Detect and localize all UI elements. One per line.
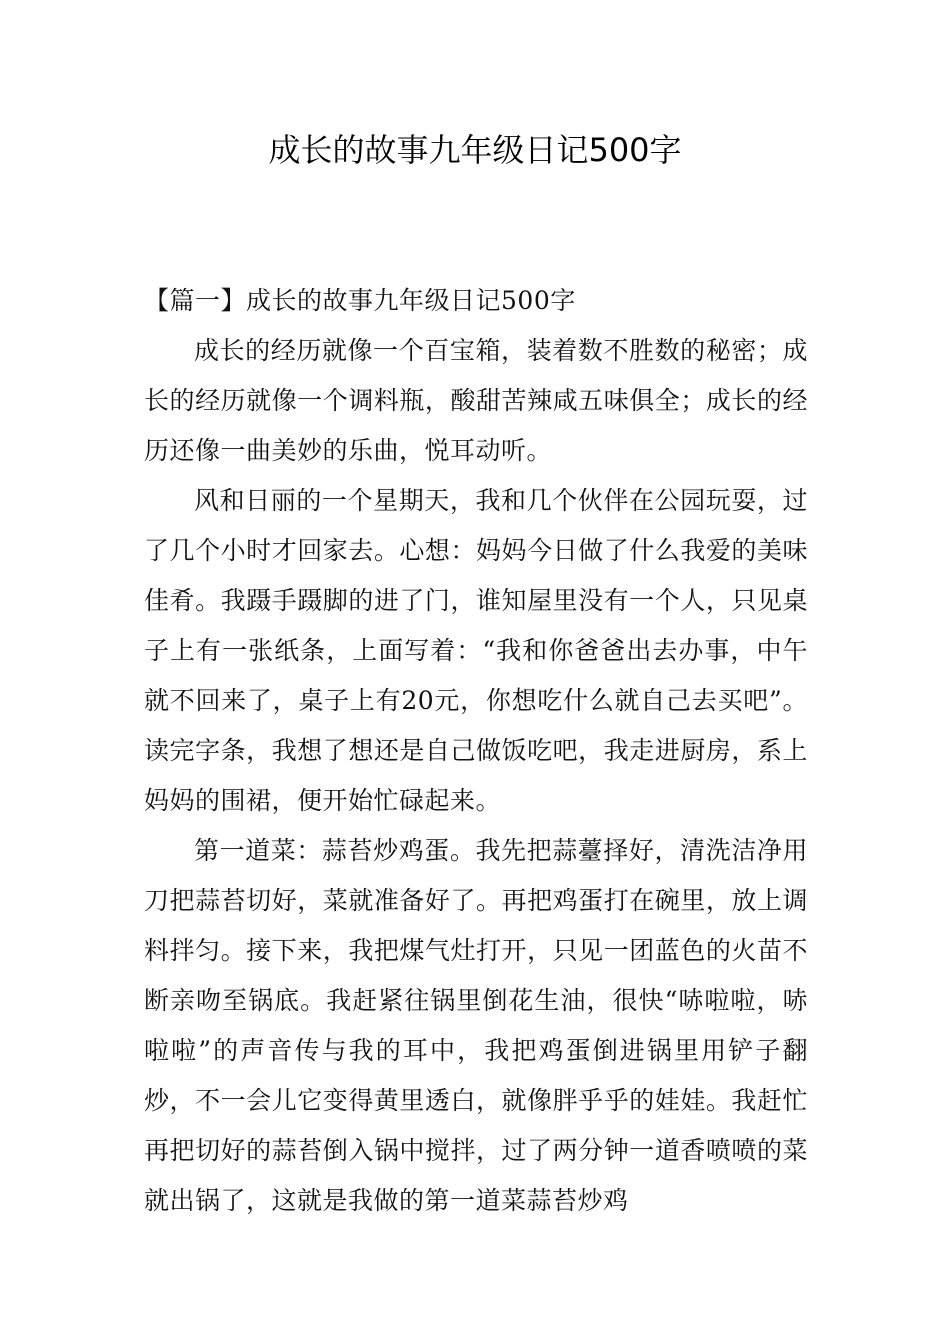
paragraph-2: 风和日丽的一个星期天，我和几个伙伴在公园玩耍，过了几个小时才回家去。心想：妈妈今日做了什么我爱的美味佳肴。我蹑手蹑脚的进了门，谁知屋里没有一个人，只见桌子上有一张纸条，上面写着：“我和你爸爸出去办事，中午就不回来了，桌子上有20元，你想吃什么就自己去买吧”。读完字条，我想了想还是自己做饭吃吧，我走进厨房，系上妈妈的围裙，便开始忙碌起来。 bbox=[144, 486, 808, 815]
document-body bbox=[144, 276, 808, 1226]
paragraph-1: 成长的经历就像一个百宝箱，装着数不胜数的秘密；成长的经历就像一个调料瓶，酸甜苦辣咸五味俱全；成长的经历还像一曲美妙的乐曲，悦耳动听。 bbox=[144, 336, 808, 465]
section-heading: 【篇一】成长的故事九年级日记500字 bbox=[144, 286, 576, 315]
document-title: 成长的故事九年级日记500字 bbox=[268, 131, 682, 169]
paragraph-3: 第一道菜：蒜苔炒鸡蛋。我先把蒜薹择好，清洗洁净用刀把蒜苔切好，菜就准备好了。再把鸡蛋打在碗里，放上调料拌匀。接下来，我把煤气灶打开，只见一团蓝色的火苗不断亲吻至锅底。我赶紧往锅里倒花生油，很快“哧啦啦，哧啦啦”的声音传与我的耳中，我把鸡蛋倒进锅里用铲子翻炒，不一会儿它变得黄里透白，就像胖乎乎的娃娃。我赶忙再把切好的蒜苔倒入锅中搅拌，过了两分钟一道香喷喷的菜就出锅了，这就是我做的第一道菜蒜苔炒鸡 bbox=[144, 836, 808, 1215]
